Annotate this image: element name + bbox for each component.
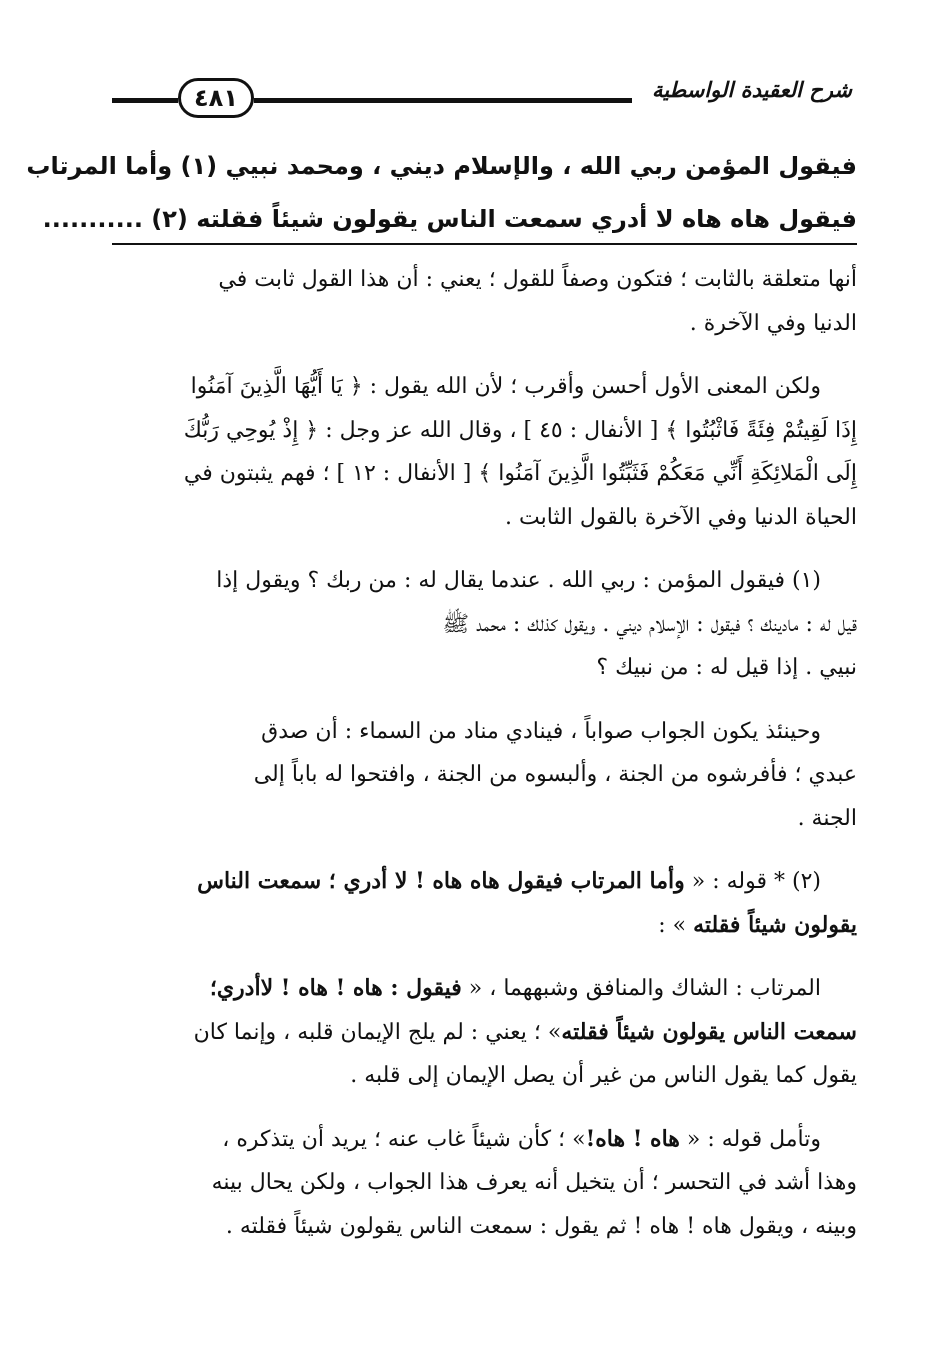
text-line bbox=[112, 860, 857, 904]
page-number-badge bbox=[178, 78, 254, 118]
header-rule-left bbox=[112, 98, 178, 103]
text-line: يقول كما يقول الناس من غير أن يصل الإيمان إلى قلبه . bbox=[350, 1063, 857, 1088]
text-run: وتأمل قوله : « bbox=[679, 1126, 821, 1152]
quoted-matn: وأما المرتاب فيقول هاه هاه ! لا أدري ؛ سمعت الناس bbox=[197, 868, 685, 894]
paragraph bbox=[112, 1118, 857, 1249]
footnote-2 bbox=[112, 860, 857, 947]
text-line: وبينه ، ويقول هاه ! هاه ! ثم يقول : سمعت الناس يقولون شيئاً فقلته . bbox=[225, 1213, 857, 1239]
text-line: نبيي . إذا قيل له : من نبيك ؟ bbox=[596, 655, 857, 680]
text-line: أنها متعلقة بالثابت ؛ فتكون وصفاً للقول ؛ يعني : أن هذا القول ثابت في bbox=[218, 267, 857, 292]
paragraph bbox=[112, 967, 857, 1098]
text-run: » ؛ يعني : لم يلج الإيمان قلبه ، وإنما كان bbox=[193, 1019, 562, 1045]
quoted-matn: يقولون شيئاً فقلته bbox=[693, 911, 857, 938]
page-number: ٤٨١ bbox=[194, 84, 238, 112]
text-line: (١) فيقول المؤمن : ربي الله . عندما يقال له : من ربك ؟ ويقول إذا bbox=[216, 568, 821, 593]
header-rule-right bbox=[254, 98, 632, 103]
footnote-1 bbox=[112, 559, 857, 690]
text-line: الجنة . bbox=[797, 805, 857, 831]
quoted-matn: فيقول : هاه ! هاه ! لاأدري؛ bbox=[209, 975, 462, 1001]
quoted-matn: هاه ! هاه! bbox=[585, 1125, 680, 1152]
text-line: وحينئذ يكون الجواب صواباً ، فينادي مناد من السماء : أن صدق bbox=[261, 718, 821, 744]
commentary bbox=[112, 258, 857, 1268]
text-run: » ؛ كأن شيئاً غاب عنه ؛ يريد أن يتذكره ، bbox=[222, 1126, 586, 1152]
quoted-matn: سمعت الناس يقولون شيئاً فقلته bbox=[561, 1018, 857, 1045]
text-line: قيل له : مادينك ؟ فيقول : الإسلام ديني . ويقول كذلك : محمد ﷺ bbox=[442, 611, 857, 637]
text-line: الحياة الدنيا وفي الآخرة بالقول الثابت . bbox=[505, 504, 857, 530]
text-line: الدنيا وفي الآخرة . bbox=[689, 310, 857, 336]
book-title: شرح العقيدة الواسطية bbox=[651, 78, 852, 102]
text-line: ولكن المعنى الأول أحسن وأقرب ؛ لأن الله يقول : ﴿ يَا أَيُّهَا الَّذِينَ آمَنُوا bbox=[190, 374, 821, 399]
paragraph bbox=[112, 258, 857, 345]
text-line bbox=[112, 904, 857, 948]
text-line: عبدي ؛ فأفرشوه من الجنة ، وألبسوه من الجنة ، وافتحوا له باباً إلى bbox=[253, 762, 857, 787]
main-text-line: فيقول المؤمن ربي الله ، والإسلام ديني ، ومحمد نبيي (١) وأما المرتاب bbox=[26, 152, 857, 180]
text-line bbox=[112, 1011, 857, 1055]
main-text bbox=[26, 140, 857, 246]
paragraph bbox=[112, 710, 857, 841]
text-line bbox=[112, 967, 857, 1011]
page-header bbox=[112, 68, 852, 132]
main-text-line: فيقول هاه هاه لا أدري سمعت الناس يقولون شيئاً فقلته (٢) ........... bbox=[42, 205, 857, 233]
text-line: وهذا أشد في التحسر ؛ أن يتخيل أنه يعرف هذا الجواب ، ولكن يحال بينه bbox=[211, 1170, 857, 1195]
text-run: (٢) * قوله : « bbox=[684, 869, 821, 894]
paragraph bbox=[112, 365, 857, 539]
text-line: إِلَى الْمَلائِكَةِ أَنِّي مَعَكُمْ فَثَبِّتُوا الَّذِينَ آمَنُوا ﴾ [ الأنفال : ١٢ ] ؛ فهم يثبتون في bbox=[183, 461, 857, 486]
text-line: إِذَا لَقِيتُمْ فِئَةً فَاثْبُتُوا ﴾ [ الأنفال : ٤٥ ] ، وقال الله عز وجل : ﴿ إِذْ يُوحِي رَبُّكَ bbox=[183, 417, 857, 443]
separator-rule bbox=[112, 243, 857, 245]
text-run: المرتاب : الشاك والمنافق وشبههما ، « bbox=[461, 976, 821, 1001]
text-run: » : bbox=[658, 912, 694, 938]
text-line bbox=[112, 1118, 857, 1162]
